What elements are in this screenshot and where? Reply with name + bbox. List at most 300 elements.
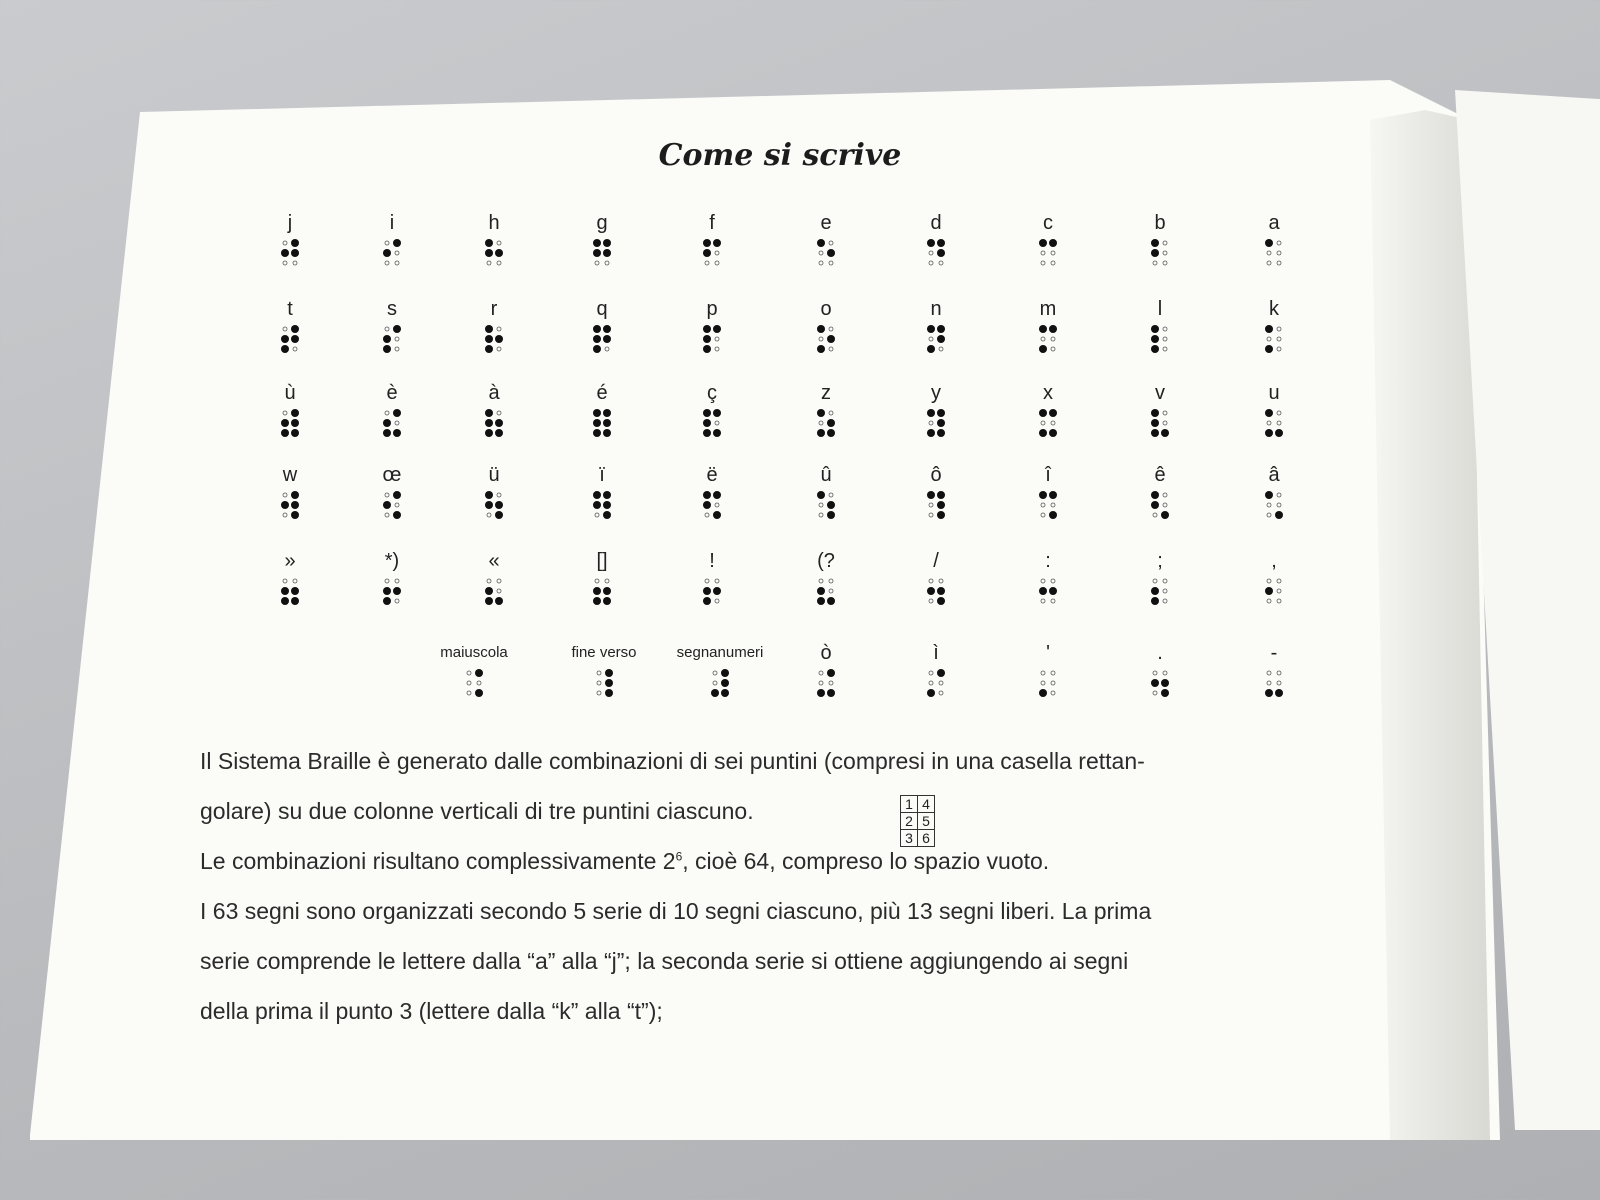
braille-char-label: -: [1270, 642, 1278, 664]
braille-cell: [1130, 296, 1190, 354]
empty-dot: [385, 241, 389, 245]
empty-dot: [1163, 579, 1167, 583]
raised-dot: [393, 325, 401, 333]
empty-dot: [1277, 589, 1281, 593]
braille-dots: [1264, 238, 1284, 268]
empty-dot: [819, 681, 823, 685]
braille-dots: [816, 238, 836, 268]
empty-dot: [605, 347, 609, 351]
raised-dot: [1265, 325, 1273, 333]
raised-dot: [603, 419, 611, 427]
braille-dots: [484, 576, 504, 606]
braille-char-label: »: [284, 550, 296, 572]
body-line-4: I 63 segni sono organizzati secondo 5 serie di 10 segni ciascuno, più 13 segni liberi. La prima: [200, 898, 1152, 924]
braille-cell: [796, 548, 856, 606]
empty-dot: [395, 337, 399, 341]
raised-dot: [291, 409, 299, 417]
raised-dot: [393, 429, 401, 437]
braille-cell: [1130, 380, 1190, 438]
braille-cell: [682, 210, 742, 268]
raised-dot: [817, 587, 825, 595]
empty-dot: [1277, 579, 1281, 583]
raised-dot: [1265, 429, 1273, 437]
braille-cell: [1130, 210, 1190, 268]
braille-char-label: ù: [284, 382, 296, 404]
raised-dot: [937, 239, 945, 247]
raised-dot: [495, 249, 503, 257]
braille-cell: [260, 462, 320, 520]
braille-char-label: f: [709, 212, 715, 234]
braille-cell: [362, 296, 422, 354]
empty-dot: [715, 337, 719, 341]
raised-dot: [703, 345, 711, 353]
empty-dot: [1051, 671, 1055, 675]
raised-dot: [593, 587, 601, 595]
braille-char-label: ': [1046, 642, 1050, 664]
braille-cell: [650, 640, 790, 698]
raised-dot: [1151, 409, 1159, 417]
braille-dots: [484, 238, 504, 268]
raised-dot: [485, 429, 493, 437]
braille-dots: [280, 408, 300, 438]
empty-dot: [595, 261, 599, 265]
braille-char-label: !: [709, 550, 715, 572]
braille-char-label: c: [1043, 212, 1053, 234]
raised-dot: [291, 419, 299, 427]
braille-cell: [1244, 462, 1304, 520]
braille-cell: [1018, 640, 1078, 698]
braille-char-label: t: [287, 298, 293, 320]
raised-dot: [485, 501, 493, 509]
empty-dot: [715, 503, 719, 507]
braille-dots: [592, 238, 612, 268]
empty-dot: [467, 671, 471, 675]
braille-cell: [1018, 380, 1078, 438]
braille-cell: [1130, 548, 1190, 606]
braille-char-label: n: [930, 298, 942, 320]
empty-dot: [487, 513, 491, 517]
braille-cell: [1018, 296, 1078, 354]
braille-char-label: s: [387, 298, 397, 320]
empty-dot: [283, 493, 287, 497]
braille-char-label: x: [1043, 382, 1053, 404]
empty-dot: [385, 327, 389, 331]
raised-dot: [291, 335, 299, 343]
braille-cell: [572, 296, 632, 354]
braille-char-label: p: [706, 298, 718, 320]
raised-dot: [1151, 679, 1159, 687]
body-line-3: [200, 848, 1049, 875]
raised-dot: [485, 491, 493, 499]
empty-dot: [395, 261, 399, 265]
braille-cell: [906, 548, 966, 606]
empty-dot: [1163, 421, 1167, 425]
raised-dot: [927, 587, 935, 595]
empty-dot: [1153, 513, 1157, 517]
braille-char-label: g: [596, 212, 608, 234]
braille-dots: [1150, 324, 1170, 354]
braille-cell: [1018, 210, 1078, 268]
raised-dot: [291, 325, 299, 333]
empty-dot: [1267, 421, 1271, 425]
raised-dot: [1151, 325, 1159, 333]
raised-dot: [721, 679, 729, 687]
raised-dot: [1039, 239, 1047, 247]
raised-dot: [593, 239, 601, 247]
braille-dots: [1038, 324, 1058, 354]
empty-dot: [395, 421, 399, 425]
empty-dot: [1051, 337, 1055, 341]
braille-char-label: b: [1154, 212, 1166, 234]
raised-dot: [817, 345, 825, 353]
braille-dots: [592, 324, 612, 354]
braille-cell: [906, 210, 966, 268]
braille-char-label: /: [933, 550, 939, 572]
raised-dot: [937, 325, 945, 333]
braille-dots: [816, 576, 836, 606]
raised-dot: [1161, 429, 1169, 437]
empty-dot: [819, 251, 823, 255]
braille-dots: [926, 324, 946, 354]
empty-dot: [395, 347, 399, 351]
raised-dot: [703, 501, 711, 509]
raised-dot: [383, 419, 391, 427]
empty-dot: [385, 261, 389, 265]
body-line-6: della prima il punto 3 (lettere dalla “k” alla “t”);: [200, 998, 663, 1024]
braille-char-label: v: [1155, 382, 1165, 404]
body-line-1: Il Sistema Braille è generato dalle combinazioni di sei puntini (compresi in una casella rettan-: [200, 748, 1145, 774]
braille-char-label: l: [1157, 298, 1163, 320]
raised-dot: [937, 587, 945, 595]
raised-dot: [495, 501, 503, 509]
empty-dot: [829, 411, 833, 415]
empty-dot: [929, 421, 933, 425]
braille-cell: [464, 296, 524, 354]
braille-char-label: ç: [707, 382, 717, 404]
braille-dots: [280, 238, 300, 268]
empty-dot: [1277, 671, 1281, 675]
empty-dot: [385, 493, 389, 497]
raised-dot: [281, 587, 289, 595]
braille-char-label: h: [488, 212, 500, 234]
braille-cell: [1244, 548, 1304, 606]
braille-cell: [572, 548, 632, 606]
braille-cell: [1130, 462, 1190, 520]
empty-dot: [939, 347, 943, 351]
empty-dot: [819, 261, 823, 265]
empty-dot: [939, 579, 943, 583]
raised-dot: [291, 587, 299, 595]
raised-dot: [603, 249, 611, 257]
raised-dot: [281, 419, 289, 427]
braille-char-label: k: [1269, 298, 1279, 320]
raised-dot: [485, 345, 493, 353]
braille-cell: [362, 548, 422, 606]
empty-dot: [1163, 503, 1167, 507]
raised-dot: [485, 335, 493, 343]
braille-cell: [796, 462, 856, 520]
braille-dots: [926, 238, 946, 268]
raised-dot: [1151, 491, 1159, 499]
braille-cell: [464, 548, 524, 606]
empty-dot: [829, 327, 833, 331]
raised-dot: [1265, 491, 1273, 499]
raised-dot: [593, 345, 601, 353]
raised-dot: [703, 249, 711, 257]
braille-cell: [1130, 640, 1190, 698]
empty-dot: [1277, 411, 1281, 415]
raised-dot: [713, 325, 721, 333]
raised-dot: [593, 249, 601, 257]
empty-dot: [829, 579, 833, 583]
braille-dots: [1038, 490, 1058, 520]
raised-dot: [1039, 689, 1047, 697]
braille-cell: [362, 210, 422, 268]
body-line-3-text: Le combinazioni risultano complessivamente 2: [200, 848, 676, 874]
empty-dot: [1041, 503, 1045, 507]
braille-dots: [926, 576, 946, 606]
braille-cell: [906, 640, 966, 698]
braille-dots: [280, 490, 300, 520]
braille-cell: [464, 380, 524, 438]
braille-cell: [682, 380, 742, 438]
empty-dot: [477, 681, 481, 685]
empty-dot: [1051, 261, 1055, 265]
raised-dot: [827, 597, 835, 605]
empty-dot: [1041, 261, 1045, 265]
raised-dot: [495, 335, 503, 343]
raised-dot: [713, 409, 721, 417]
braille-dots: [1150, 668, 1170, 698]
braille-dots: [382, 324, 402, 354]
raised-dot: [827, 501, 835, 509]
empty-dot: [819, 503, 823, 507]
raised-dot: [703, 491, 711, 499]
raised-dot: [383, 335, 391, 343]
braille-cell: [1244, 296, 1304, 354]
raised-dot: [383, 587, 391, 595]
raised-dot: [485, 409, 493, 417]
empty-dot: [1051, 347, 1055, 351]
empty-dot: [929, 681, 933, 685]
empty-dot: [715, 251, 719, 255]
empty-dot: [1277, 327, 1281, 331]
raised-dot: [927, 689, 935, 697]
empty-dot: [395, 579, 399, 583]
braille-cell: [796, 380, 856, 438]
raised-dot: [603, 511, 611, 519]
braille-char-label: d: [930, 212, 942, 234]
raised-dot: [1265, 409, 1273, 417]
empty-dot: [1163, 241, 1167, 245]
raised-dot: [291, 429, 299, 437]
braille-cell: [682, 462, 742, 520]
body-line-2: golare) su due colonne verticali di tre puntini ciascuno.: [200, 798, 754, 824]
empty-dot: [605, 579, 609, 583]
empty-dot: [819, 513, 823, 517]
empty-dot: [1163, 493, 1167, 497]
raised-dot: [393, 491, 401, 499]
braille-char-label: ë: [706, 464, 718, 486]
empty-dot: [1277, 251, 1281, 255]
empty-dot: [1153, 671, 1157, 675]
braille-dots: [1038, 238, 1058, 268]
raised-dot: [281, 597, 289, 605]
empty-dot: [829, 589, 833, 593]
raised-dot: [1151, 239, 1159, 247]
empty-dot: [829, 681, 833, 685]
braille-dots: [1264, 576, 1284, 606]
braille-dots: [382, 490, 402, 520]
braille-cell: [260, 296, 320, 354]
empty-dot: [487, 579, 491, 583]
raised-dot: [1275, 689, 1283, 697]
raised-dot: [495, 511, 503, 519]
empty-dot: [713, 681, 717, 685]
empty-dot: [1267, 337, 1271, 341]
dot-number-1: 1: [901, 796, 918, 813]
empty-dot: [1277, 681, 1281, 685]
raised-dot: [1049, 511, 1057, 519]
page-title: Come si scrive: [658, 138, 902, 173]
raised-dot: [1151, 597, 1159, 605]
raised-dot: [393, 409, 401, 417]
braille-dots: [484, 324, 504, 354]
raised-dot: [291, 511, 299, 519]
braille-cell: [362, 462, 422, 520]
raised-dot: [291, 239, 299, 247]
empty-dot: [595, 513, 599, 517]
raised-dot: [593, 409, 601, 417]
empty-dot: [1051, 251, 1055, 255]
braille-cell: [1018, 548, 1078, 606]
braille-cell: [682, 296, 742, 354]
braille-dots: [1150, 238, 1170, 268]
empty-dot: [1277, 599, 1281, 603]
empty-dot: [1277, 421, 1281, 425]
raised-dot: [603, 491, 611, 499]
braille-dots: [594, 668, 614, 698]
raised-dot: [383, 597, 391, 605]
raised-dot: [485, 597, 493, 605]
empty-dot: [929, 337, 933, 341]
raised-dot: [1161, 511, 1169, 519]
braille-dots: [926, 668, 946, 698]
empty-dot: [1277, 347, 1281, 351]
braille-cell: [464, 210, 524, 268]
braille-cell: [572, 210, 632, 268]
braille-char-label: ü: [488, 464, 500, 486]
empty-dot: [1153, 579, 1157, 583]
empty-dot: [829, 347, 833, 351]
empty-dot: [1163, 589, 1167, 593]
braille-dots: [816, 490, 836, 520]
raised-dot: [827, 419, 835, 427]
braille-dots: [1038, 576, 1058, 606]
braille-dots: [1264, 490, 1284, 520]
empty-dot: [605, 261, 609, 265]
braille-dots: [280, 576, 300, 606]
braille-dots: [702, 490, 722, 520]
raised-dot: [495, 597, 503, 605]
raised-dot: [827, 429, 835, 437]
empty-dot: [497, 411, 501, 415]
braille-char-label: r: [490, 298, 498, 320]
braille-char-label: a: [1268, 212, 1280, 234]
braille-cell: [260, 548, 320, 606]
raised-dot: [495, 419, 503, 427]
braille-char-label: o: [820, 298, 832, 320]
raised-dot: [1039, 409, 1047, 417]
empty-dot: [385, 513, 389, 517]
raised-dot: [1049, 587, 1057, 595]
empty-dot: [705, 261, 709, 265]
empty-dot: [1051, 503, 1055, 507]
braille-char-label: u: [1268, 382, 1280, 404]
braille-dots: [592, 490, 612, 520]
braille-dots: [1038, 668, 1058, 698]
raised-dot: [937, 491, 945, 499]
empty-dot: [1267, 671, 1271, 675]
braille-cell: [906, 380, 966, 438]
raised-dot: [383, 249, 391, 257]
braille-dots: [592, 408, 612, 438]
braille-dots: [1264, 668, 1284, 698]
empty-dot: [829, 493, 833, 497]
empty-dot: [467, 681, 471, 685]
raised-dot: [721, 689, 729, 697]
braille-char-label: ï: [599, 464, 605, 486]
raised-dot: [593, 335, 601, 343]
raised-dot: [817, 239, 825, 247]
dot-numbering-grid: [900, 795, 935, 847]
empty-dot: [713, 671, 717, 675]
empty-dot: [1267, 579, 1271, 583]
braille-cell: [796, 296, 856, 354]
raised-dot: [291, 491, 299, 499]
raised-dot: [393, 587, 401, 595]
raised-dot: [703, 597, 711, 605]
raised-dot: [817, 491, 825, 499]
braille-cell: [1244, 210, 1304, 268]
raised-dot: [937, 669, 945, 677]
empty-dot: [487, 261, 491, 265]
braille-char-label: û: [820, 464, 832, 486]
braille-cell: [796, 210, 856, 268]
empty-dot: [283, 261, 287, 265]
empty-dot: [497, 493, 501, 497]
braille-char-label: :: [1045, 550, 1051, 572]
empty-dot: [1163, 337, 1167, 341]
raised-dot: [593, 491, 601, 499]
raised-dot: [485, 249, 493, 257]
empty-dot: [1051, 691, 1055, 695]
raised-dot: [393, 239, 401, 247]
braille-char-label: è: [386, 382, 398, 404]
braille-cell: [572, 380, 632, 438]
raised-dot: [927, 491, 935, 499]
raised-dot: [1039, 345, 1047, 353]
raised-dot: [703, 419, 711, 427]
raised-dot: [1151, 419, 1159, 427]
empty-dot: [395, 251, 399, 255]
raised-dot: [603, 597, 611, 605]
raised-dot: [603, 335, 611, 343]
empty-dot: [293, 261, 297, 265]
raised-dot: [703, 409, 711, 417]
raised-dot: [827, 335, 835, 343]
empty-dot: [1163, 599, 1167, 603]
